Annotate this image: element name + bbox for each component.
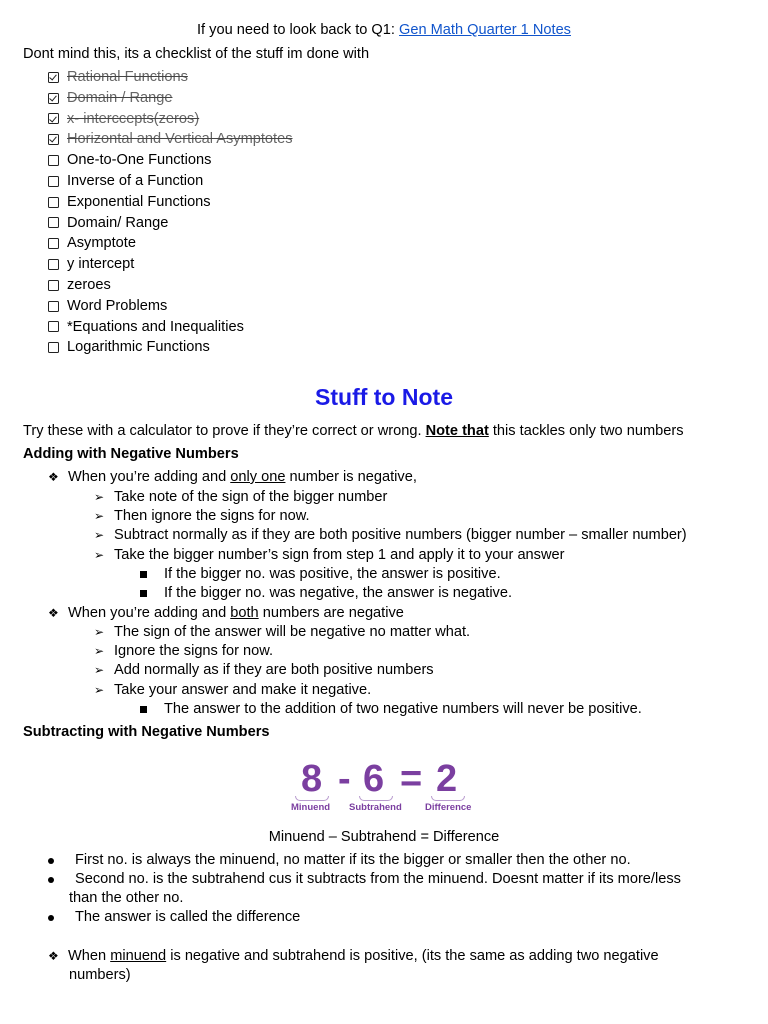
sub-step-text: If the bigger no. was positive, the answer is positive.: [164, 565, 501, 582]
step-text: Take your answer and make it negative.: [114, 681, 372, 698]
try-line-emphasis: Note that: [425, 423, 489, 439]
minuend-label: Minuend: [291, 802, 331, 813]
q1-reference-line: [0, 20, 768, 40]
checklist-item: [48, 275, 293, 296]
checklist-item-label: Word Problems: [67, 297, 168, 314]
checkbox-icon[interactable]: [48, 301, 59, 312]
bullet-text: First no. is always the minuend, no matter if its the bigger or smaller then the other no.: [75, 852, 631, 868]
equals-sign: =: [400, 758, 423, 800]
arrow-bullet-icon: ➢: [94, 663, 105, 677]
checklist-item: [48, 233, 293, 254]
subtraction-formula-figure: [286, 757, 482, 819]
step-row: [94, 488, 387, 507]
adding-title: Adding with Negative Numbers: [23, 446, 239, 462]
checklist-item: [48, 192, 293, 213]
sub-step-row: [140, 565, 501, 584]
checkbox-icon[interactable]: [48, 280, 59, 291]
formula-text: Minuend – Subtrahend = Difference: [268, 829, 500, 845]
try-line-text: Try these with a calculator to prove if they’re correct or wrong.: [23, 423, 426, 439]
case-text: When you’re adding and: [68, 604, 231, 621]
case-emphasis: minuend: [110, 948, 167, 964]
arrow-bullet-icon: ➢: [94, 489, 105, 504]
difference-label: Difference: [425, 802, 472, 813]
sub-step-row: [140, 700, 642, 719]
arrow-bullet-icon: ➢: [94, 624, 105, 639]
checklist-item-label: One-to-One Functions: [67, 152, 212, 169]
sub-step-text: The answer to the addition of two negative numbers will never be positive.: [164, 701, 642, 717]
square-bullet-icon: [140, 571, 147, 578]
checkbox-icon[interactable]: [48, 321, 59, 332]
minuend-number: 8: [301, 758, 323, 800]
step-row: [94, 642, 273, 661]
case-emphasis: only one: [230, 469, 286, 485]
case-continuation: numbers): [69, 967, 131, 983]
diamond-bullet-icon: ❖: [48, 949, 59, 963]
checkbox-icon[interactable]: [48, 197, 59, 208]
subtrahend-label: Subtrahend: [349, 802, 402, 813]
checked-checkbox-icon[interactable]: [48, 134, 59, 145]
step-row: [94, 681, 371, 700]
try-line-text-end: this tackles only two numbers: [488, 423, 684, 439]
arrow-bullet-icon: ➢: [94, 644, 105, 658]
step-row: [94, 623, 470, 642]
diamond-bullet-icon: ❖: [48, 470, 59, 484]
checklist-item-label: x- interccepts(zeros): [67, 110, 200, 127]
checklist-item-label: y intercept: [67, 256, 135, 273]
arrow-bullet-icon: ➢: [94, 528, 105, 542]
checkbox-icon[interactable]: [48, 342, 59, 353]
subtrahend-brace: [359, 796, 393, 801]
checklist-item-label: *Equations and Inequalities: [67, 318, 244, 335]
arrow-bullet-icon: ➢: [94, 547, 105, 562]
checklist-item: [48, 129, 293, 150]
checklist-item-label: Horizontal and Vertical Asymptotes: [67, 131, 293, 148]
bullet-row: [48, 870, 681, 889]
checklist-item-label: Domain / Range: [67, 89, 173, 106]
difference-number: 2: [436, 758, 458, 800]
checklist-item-label: Rational Functions: [67, 69, 188, 85]
case-text: When you’re adding and: [68, 469, 231, 485]
sub-step-row: [140, 584, 512, 603]
checklist-item: [48, 171, 293, 192]
adding-case-two: [48, 604, 404, 623]
step-row: [94, 661, 434, 680]
checklist-item: [48, 254, 293, 275]
checklist: [48, 67, 293, 358]
section-title: Stuff to Note: [315, 384, 453, 410]
sub-step-text: If the bigger no. was negative, the answer is negative.: [164, 585, 513, 601]
checklist-item: [48, 88, 293, 109]
step-text: Take note of the sign of the bigger number: [114, 488, 388, 505]
checklist-item: [48, 150, 293, 171]
dot-bullet-icon: [48, 877, 54, 883]
step-text: The sign of the answer will be negative no matter what.: [114, 623, 471, 640]
checkbox-icon[interactable]: [48, 259, 59, 270]
bullet-continuation: than the other no.: [69, 890, 184, 906]
bullet-row: [48, 851, 631, 870]
checked-checkbox-icon[interactable]: [48, 113, 59, 124]
checklist-item: [48, 317, 293, 338]
subtracting-title: Subtracting with Negative Numbers: [23, 724, 270, 740]
subtracting-case: [48, 947, 659, 966]
bullet-text: Second no. is the subtrahend cus it subtracts from the minuend. Doesnt matter if its more/less: [75, 871, 681, 887]
case-text-end: numbers are negative: [258, 604, 404, 621]
diamond-bullet-icon: ❖: [48, 605, 59, 620]
step-text: Add normally as if they are both positive numbers: [114, 662, 434, 678]
square-bullet-icon: [140, 590, 147, 597]
q1-reference-prefix: If you need to look back to Q1:: [197, 22, 400, 38]
checklist-item: [48, 296, 293, 317]
bullet-row: [48, 908, 300, 927]
checklist-item-label: Exponential Functions: [67, 193, 211, 210]
checkbox-icon[interactable]: [48, 217, 59, 228]
case-emphasis: both: [230, 604, 259, 621]
bullet-text: The answer is called the difference: [75, 909, 301, 925]
step-row: [94, 526, 687, 545]
step-row: [94, 546, 565, 565]
square-bullet-icon: [140, 706, 147, 713]
arrow-bullet-icon: ➢: [94, 682, 105, 697]
arrow-bullet-icon: ➢: [94, 508, 105, 523]
dot-bullet-icon: [48, 915, 54, 921]
checklist-item: [48, 337, 293, 358]
checklist-item: [48, 109, 293, 130]
checklist-item: [48, 67, 293, 88]
minuend-brace: [295, 796, 329, 801]
step-text: Take the bigger number’s sign from step 1 and apply it to your answer: [114, 546, 565, 563]
checklist-item-label: Domain/ Range: [67, 214, 169, 231]
minus-sign: -: [338, 758, 351, 800]
step-text: Ignore the signs for now.: [114, 643, 274, 659]
try-line: [23, 422, 684, 441]
case-text-end: is negative and subtrahend is positive, (its the same as adding two negative: [166, 948, 659, 964]
checkbox-icon[interactable]: [48, 155, 59, 166]
checklist-item-label: Asymptote: [67, 235, 136, 252]
checklist-intro: Dont mind this, its a checklist of the stuff im done with: [23, 46, 370, 62]
checklist-item-label: zeroes: [67, 276, 111, 293]
step-text: Then ignore the signs for now.: [114, 507, 310, 524]
step-text: Subtract normally as if they are both positive numbers (bigger number – smaller number): [114, 527, 687, 543]
checklist-item-label: Logarithmic Functions: [67, 339, 210, 356]
case-text: When: [68, 948, 111, 964]
checked-checkbox-icon[interactable]: [48, 72, 59, 83]
step-row: [94, 507, 310, 526]
checklist-item-label: Inverse of a Function: [67, 172, 204, 189]
case-text-end: number is negative,: [285, 469, 417, 485]
adding-case-one: [48, 468, 417, 487]
checklist-item: [48, 213, 293, 234]
checkbox-icon[interactable]: [48, 238, 59, 249]
q1-notes-link[interactable]: Gen Math Quarter 1 Notes: [399, 22, 571, 38]
subtrahend-number: 6: [363, 758, 385, 800]
checkbox-icon[interactable]: [48, 176, 59, 187]
difference-brace: [431, 796, 465, 801]
checked-checkbox-icon[interactable]: [48, 93, 59, 104]
dot-bullet-icon: [48, 858, 54, 864]
